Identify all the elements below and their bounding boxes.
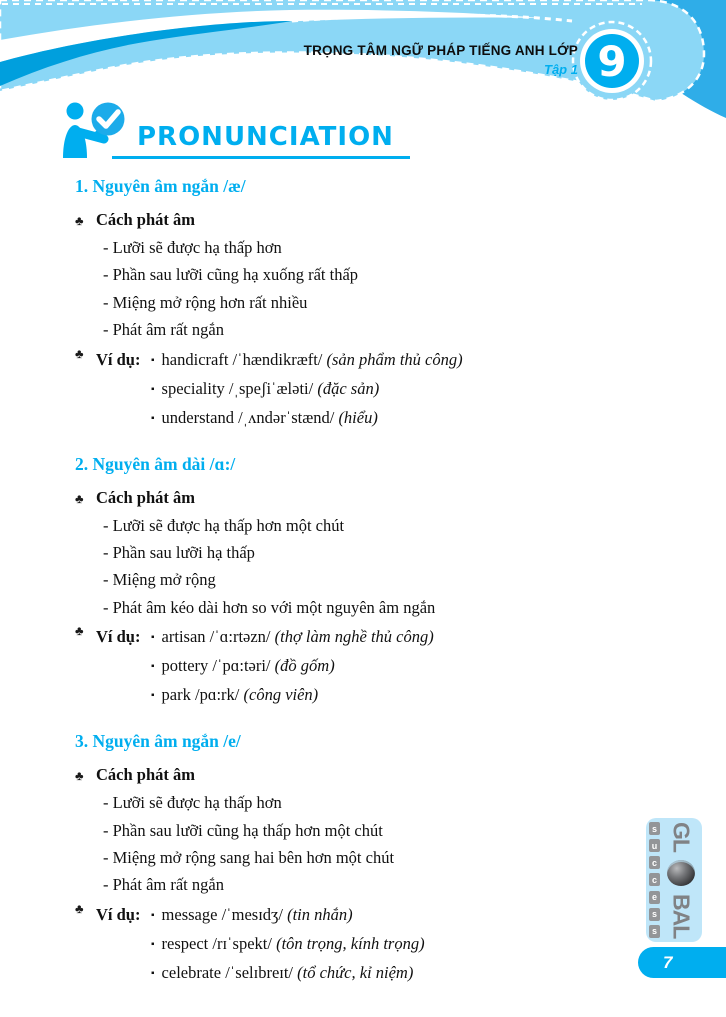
success-letter: u [649, 839, 660, 852]
club-bullet-icon: ♣ [75, 768, 84, 784]
success-letter: s [649, 822, 660, 835]
section-heading: 2. Nguyên âm dài /ɑ:/ [75, 453, 236, 474]
global-word-bottom: BAL [668, 893, 695, 938]
how-item: - Miệng mở rộng [103, 570, 216, 590]
square-bullet-icon: ▪ [151, 383, 155, 395]
examples-list [151, 623, 660, 710]
example-item [151, 652, 660, 681]
example-item [151, 901, 660, 930]
example-word: handicraft /ˈhændikræft/ [161, 349, 327, 369]
square-bullet-icon: ▪ [151, 967, 155, 979]
how-label: Cách phát âm [96, 765, 196, 785]
success-letter: c [649, 873, 660, 886]
section-short-vowel-e [75, 731, 660, 988]
examples-row [75, 346, 660, 433]
square-bullet-icon: ▪ [151, 661, 155, 673]
page-title: PRONUNCIATION [137, 122, 394, 152]
example-word: speciality /ˌspeʃiˈæləti/ [161, 378, 318, 398]
example-gloss: (hiểu) [338, 407, 378, 427]
page-number-badge [638, 947, 726, 978]
how-to-pronounce-row [75, 761, 660, 789]
global-word-top: GL [668, 822, 695, 852]
how-item: - Phát âm rất ngắn [103, 320, 224, 340]
how-to-pronounce-row [75, 484, 660, 512]
examples-label: Ví dụ: [96, 904, 141, 924]
section-long-vowel-a [75, 454, 660, 711]
how-item: - Phần sau lưỡi hạ thấp [103, 543, 255, 563]
how-item: - Miệng mở rộng sang hai bên hơn một chút [103, 848, 395, 868]
success-letter: c [649, 856, 660, 869]
global-success-logo [646, 818, 702, 942]
example-gloss: (thợ làm nghề thủ công) [274, 627, 434, 647]
global-word [662, 822, 700, 938]
section-heading: 3. Nguyên âm ngắn /e/ [75, 731, 241, 752]
how-item: - Lưỡi sẽ được hạ thấp hơn một chút [103, 515, 345, 535]
square-bullet-icon: ▪ [151, 632, 155, 644]
example-item [151, 404, 660, 433]
examples-list [151, 901, 660, 988]
example-word: respect /rɪˈspekt/ [161, 933, 277, 953]
club-bullet-icon: ♣ [75, 490, 84, 506]
examples-row [75, 901, 660, 988]
how-item: - Phát âm kéo dài hơn so với một nguyên âm ngắn [103, 597, 436, 617]
success-letter: s [649, 908, 660, 921]
example-item [151, 959, 660, 988]
example-gloss: (đặc sản) [317, 378, 380, 398]
example-word: message /ˈmesɪdʒ/ [161, 904, 288, 924]
how-item: - Phần sau lưỡi cũng hạ thấp hơn một chút [103, 820, 383, 840]
section-heading: 1. Nguyên âm ngắn /æ/ [75, 176, 246, 196]
club-bullet-icon: ♣ [75, 213, 84, 228]
club-bullet-icon: ♣ [75, 345, 84, 361]
club-bullet-icon: ♣ [75, 623, 84, 639]
page-number: 7 [663, 953, 673, 972]
grade-badge [573, 22, 651, 100]
example-item [151, 930, 660, 959]
how-label: Cách phát âm [96, 487, 196, 507]
examples-list [151, 346, 660, 433]
example-gloss: (đồ gốm) [274, 656, 335, 676]
success-letters [649, 822, 660, 938]
club-bullet-icon: ♣ [75, 900, 84, 916]
success-letter: e [649, 891, 660, 904]
volume-label: Tập 1 [544, 62, 578, 77]
grade-number: 9 [597, 37, 627, 86]
section-short-vowel-ae [75, 176, 660, 433]
examples-row [75, 623, 660, 710]
square-bullet-icon: ▪ [151, 909, 155, 921]
main-content [75, 176, 660, 1009]
how-item: - Phần sau lưỡi cũng hạ xuống rất thấp [103, 265, 359, 285]
how-item: - Lưỡi sẽ được hạ thấp hơn [103, 793, 282, 813]
example-item [151, 623, 660, 652]
how-to-pronounce-row [75, 206, 660, 234]
how-item: - Miệng mở rộng hơn rất nhiều [103, 292, 308, 312]
example-word: park /pɑ:rk/ [161, 685, 244, 705]
example-gloss: (tin nhắn) [287, 904, 353, 924]
example-gloss: (sản phẩm thủ công) [326, 349, 463, 369]
example-word: celebrate /ˈselɪbreɪt/ [161, 962, 298, 982]
example-word: pottery /ˈpɑ:təri/ [161, 656, 275, 676]
series-title: TRỌNG TÂM NGỮ PHÁP TIẾNG ANH LỚP [303, 43, 578, 58]
square-bullet-icon: ▪ [151, 354, 155, 366]
globe-icon [667, 860, 695, 886]
example-word: understand /ˌʌndərˈstænd/ [161, 407, 339, 427]
how-label: Cách phát âm [96, 210, 196, 229]
square-bullet-icon: ▪ [151, 690, 155, 702]
how-item: - Phát âm rất ngắn [103, 875, 224, 895]
square-bullet-icon: ▪ [151, 412, 155, 424]
examples-label: Ví dụ: [96, 349, 141, 369]
how-item: - Lưỡi sẽ được hạ thấp hơn [103, 238, 282, 257]
example-item [151, 346, 660, 375]
example-gloss: (công viên) [243, 685, 319, 705]
examples-label: Ví dụ: [96, 627, 141, 647]
example-word: artisan /ˈɑ:rtəzn/ [161, 627, 275, 647]
success-letter: s [649, 925, 660, 938]
example-item [151, 681, 660, 710]
square-bullet-icon: ▪ [151, 938, 155, 950]
title-underline [112, 156, 410, 159]
example-item [151, 375, 660, 404]
example-gloss: (tôn trọng, kính trọng) [276, 933, 425, 953]
example-gloss: (tổ chức, kỉ niệm) [297, 962, 414, 982]
